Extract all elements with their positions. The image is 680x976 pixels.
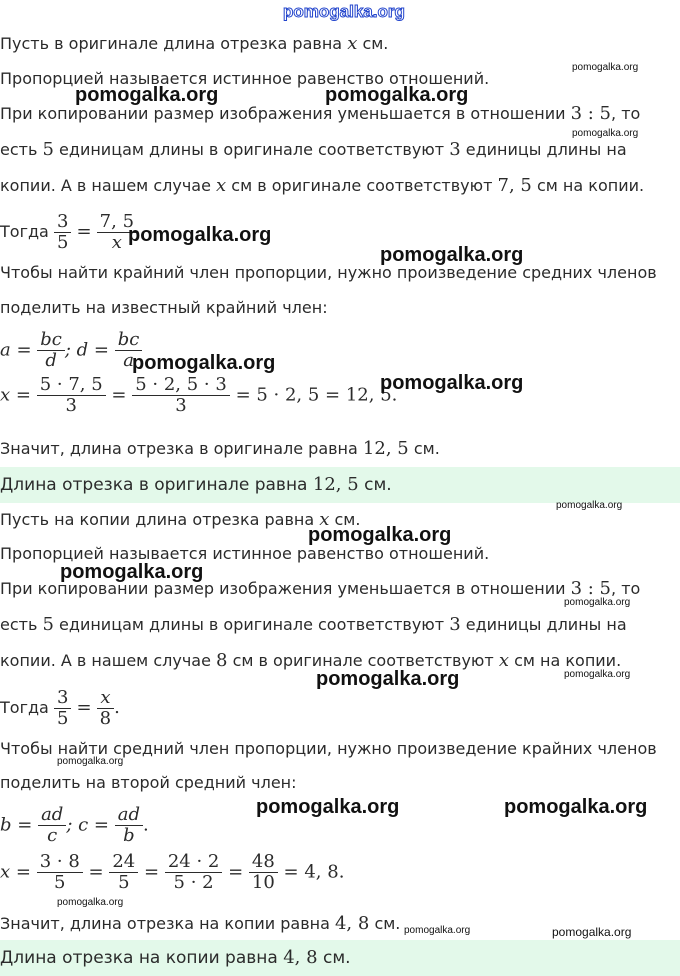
- p2-conclusion: Значит, длина отрезка на копии равна 4, 8 см.: [0, 913, 401, 934]
- watermark: pomogalka.org: [572, 62, 639, 73]
- watermark: pomogalka.org: [132, 352, 276, 374]
- p2-line-4: есть 5 единицам длины в оригинале соответствуют 3 единицы длины на: [0, 614, 627, 635]
- p1-line-2: Пропорцией называется истинное равенство отношений.: [0, 69, 490, 88]
- p1-line-3: При копировании размер изображения уменьшается в отношении 3 : 5, то: [0, 103, 641, 124]
- p2-line-1: Пусть на копии длина отрезка равна x см.: [0, 509, 361, 530]
- watermark: pomogalka.org: [564, 669, 631, 680]
- p2-frac-left: $\frac{3}{5}$: [54, 688, 71, 729]
- watermark: pomogalka.org: [57, 756, 124, 767]
- watermark: pomogalka.org: [380, 244, 524, 266]
- p1-proportion: Тогда $\frac{3}{5}$ = $\frac{7, 5}{x}$: [0, 210, 137, 254]
- p2-rule-1: Чтобы найти средний член пропорции, нужно произведение крайних членов: [0, 739, 657, 758]
- p2-line-3: При копировании размер изображения уменьшается в отношении 3 : 5, то: [0, 578, 641, 599]
- p2-rule-2: поделить на второй средний член:: [0, 773, 297, 792]
- p2-answer: Длина отрезка на копии равна 4, 8 см.: [0, 947, 351, 968]
- watermark: pomogalka.org: [316, 668, 460, 690]
- watermark: pomogalka.org: [552, 925, 632, 939]
- watermark: pomogalka.org: [60, 561, 204, 583]
- p1-conclusion: Значит, длина отрезка в оригинале равна 12, 5 см.: [0, 438, 440, 459]
- watermark: pomogalka.org: [504, 796, 648, 818]
- watermark: pomogalka.org: [128, 224, 272, 246]
- p2-calculation: x = $\frac{3 \cdot 8}{5}$ = $\frac{24}{5}$ = $\frac{24 \cdot 2}{5 \cdot 2}$ = $\frac{48}{10}$ = 4, 8.: [0, 851, 345, 893]
- watermark: pomogalka.org: [308, 524, 452, 546]
- p2-proportion: Тогда $\frac{3}{5}$ = $\frac{x}{8}$ .: [0, 687, 120, 729]
- p1-rule-2: поделить на известный крайний член:: [0, 298, 328, 317]
- p1-line-4: есть 5 единицам длины в оригинале соответствуют 3 единицы длины на: [0, 139, 627, 160]
- watermark-header: pomogalka.org: [283, 2, 405, 21]
- watermark: pomogalka.org: [325, 84, 469, 106]
- watermark: pomogalka.org: [256, 796, 400, 818]
- p1-calculation: x = $\frac{5 \cdot 7, 5}{3}$ = $\frac{5 \cdot 2, 5 \cdot 3}{3}$ = 5 · 2, 5 = 12, 5.: [0, 374, 398, 416]
- watermark: pomogalka.org: [404, 925, 471, 936]
- watermark: pomogalka.org: [57, 897, 124, 908]
- watermark: pomogalka.org: [556, 500, 623, 511]
- p2-line-5: копии. А в нашем случае 8 см в оригинале соответствуют x см на копии.: [0, 650, 622, 671]
- watermark: pomogalka.org: [380, 372, 524, 394]
- p1-answer: Длина отрезка в оригинале равна 12, 5 см.: [0, 474, 392, 495]
- p1-frac-left: $\frac{3}{5}$: [54, 212, 71, 253]
- watermark: pomogalka.org: [564, 597, 631, 608]
- p1-frac-right: $\frac{7, 5}{x}$: [97, 212, 137, 253]
- watermark: pomogalka.org: [572, 128, 639, 139]
- p1-line-1: Пусть в оригинале длина отрезка равна x см.: [0, 33, 389, 54]
- p2-line-2: Пропорцией называется истинное равенство отношений.: [0, 544, 490, 563]
- p1-rule-1: Чтобы найти крайний член пропорции, нужно произведение средних членов: [0, 263, 657, 282]
- p1-line-5: копии. А в нашем случае x см в оригинале соответствуют 7, 5 см на копии.: [0, 175, 645, 196]
- p2-formula: b = $\frac{ad}{c}$ ; c = $\frac{ad}{b}$ .: [0, 804, 149, 846]
- watermark: pomogalka.org: [75, 84, 219, 106]
- p2-frac-right: $\frac{x}{8}$: [97, 688, 114, 729]
- p1-formula: a = $\frac{bc}{d}$ ; d = $\frac{bc}{a}$: [0, 330, 142, 371]
